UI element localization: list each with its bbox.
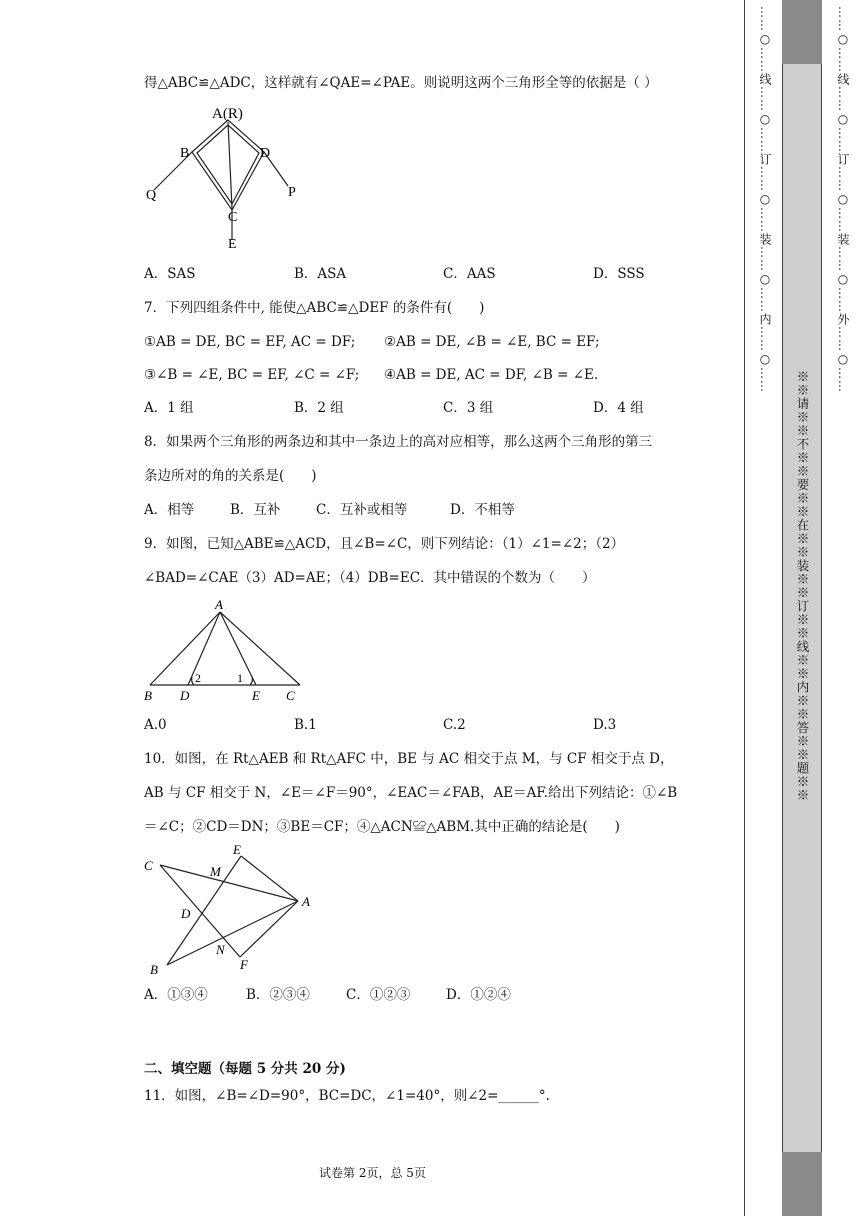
q7-option-d: D．4 组 [593, 400, 644, 416]
q10-option-a: A．①③④ [144, 987, 208, 1003]
q6-figure [140, 100, 310, 258]
q10-label-b: B [150, 962, 158, 977]
q6-label-p: P [288, 185, 296, 200]
q10-stem-line2: AB 与 CF 相交于 N，∠E＝∠F＝90°，∠EAC＝∠FAB，AE＝AF.给出下列结论：①∠B [144, 785, 678, 801]
q9-figure [140, 596, 310, 706]
q9-option-a: A.0 [144, 717, 167, 733]
q9-label-e: E [252, 688, 260, 703]
q9-stem-line1: 9．如图，已知△ABE≌△ACD，且∠B=∠C，则下列结论：（1）∠1=∠2；（2） [144, 536, 625, 552]
q10-option-d: D．①②④ [446, 987, 511, 1003]
q10-label-e: E [233, 842, 241, 857]
q8-option-a: A．相等 [144, 502, 195, 518]
q8-option-b: B．互补 [230, 502, 281, 518]
q7-condition-3: ③∠B = ∠E, BC = EF, ∠C = ∠F; [144, 367, 360, 383]
q9-option-d: D.3 [593, 717, 617, 733]
q8-stem-line2: 条边所对的角的关系是( ) [144, 468, 317, 484]
q9-option-b: B.1 [294, 717, 317, 733]
q7-stem: 7．下列四组条件中, 能使△ABC≌△DEF 的条件有( ) [144, 300, 485, 316]
q6-option-b: B．ASA [294, 266, 347, 282]
q9-label-d: D [180, 688, 190, 703]
q10-option-b: B．②③④ [246, 987, 310, 1003]
q7-option-b: B．2 组 [294, 400, 344, 416]
q6-label-top: A(R) [212, 106, 243, 122]
q9-label-angle-1: 1 [237, 671, 243, 685]
q9-label-a: A [215, 597, 223, 612]
q7-condition-4: ④AB = DE, AC = DF, ∠B = ∠E. [384, 367, 599, 383]
q6-label-c: C [228, 210, 238, 225]
q10-stem-line3: ＝∠C；②CD＝DN；③BE＝CF；④△ACN≌△ABM.其中正确的结论是( ) [144, 819, 620, 835]
q10-option-c: C．①②③ [346, 987, 411, 1003]
q8-option-c: C．互补或相等 [316, 502, 408, 518]
q6-option-c: C．AAS [443, 266, 496, 282]
q6-stem-tail: 得△ABC≌△ADC，这样就有∠QAE=∠PAE。则说明这两个三角形全等的依据是（ ） [144, 75, 658, 91]
binding-warning: ※※请※※不※※要※※在※※装※※订※※线※※内※※答※※题※※ [795, 370, 810, 802]
q7-condition-2: ②AB = DE, ∠B = ∠E, BC = EF; [384, 334, 600, 350]
q7-condition-1: ①AB = DE, BC = EF, AC = DF; [144, 334, 356, 350]
q6-label-b: B [180, 146, 190, 161]
binding-outer-strip: ……○……线……○……订……○……装……○……外……○…… [836, 6, 850, 393]
q6-label-d: D [260, 146, 271, 161]
q6-label-e: E [228, 237, 237, 252]
q10-label-m: M [210, 864, 221, 879]
q8-stem-line1: 8．如果两个三角形的两条边和其中一条边上的高对应相等，那么这两个三角形的第三 [144, 434, 653, 450]
q10-figure [140, 840, 330, 980]
q11-stem: 11．如图，∠B=∠D=90°，BC=DC，∠1=40°，则∠2=______°. [144, 1088, 550, 1104]
q9-label-b: B [144, 688, 152, 703]
q9-stem-line2: ∠BAD=∠CAE（3）AD=AE；（4）DB=EC．其中错误的个数为（ ） [144, 570, 596, 586]
q10-label-f: F [240, 957, 248, 972]
binding-margin [744, 0, 860, 1216]
q7-option-c: C．3 组 [443, 400, 494, 416]
q10-label-n: N [216, 942, 225, 957]
q9-label-c: C [286, 688, 295, 703]
q6-option-d: D．SSS [593, 266, 645, 282]
q10-label-c: C [144, 858, 153, 873]
q10-stem-line1: 10．如图，在 Rt△AEB 和 Rt△AFC 中，BE 与 AC 相交于点 M，与 CF 相交于点 D， [144, 751, 674, 767]
q7-option-a: A．1 组 [144, 400, 194, 416]
section-2-title: 二、填空题（每题 5 分共 20 分) [144, 1061, 346, 1077]
q9-option-c: C.2 [443, 717, 466, 733]
q8-option-d: D．不相等 [450, 502, 515, 518]
q9-label-angle-2: 2 [195, 671, 201, 685]
q10-label-a: A [302, 894, 310, 909]
q10-label-d: D [181, 906, 191, 921]
q6-option-a: A．SAS [144, 266, 196, 282]
page-footer: 试卷第 2页，总 5页 [319, 1166, 426, 1180]
q6-label-q: Q [146, 188, 157, 203]
binding-inner-strip: ……○……线……○……订……○……装……○……内……○…… [758, 6, 772, 393]
